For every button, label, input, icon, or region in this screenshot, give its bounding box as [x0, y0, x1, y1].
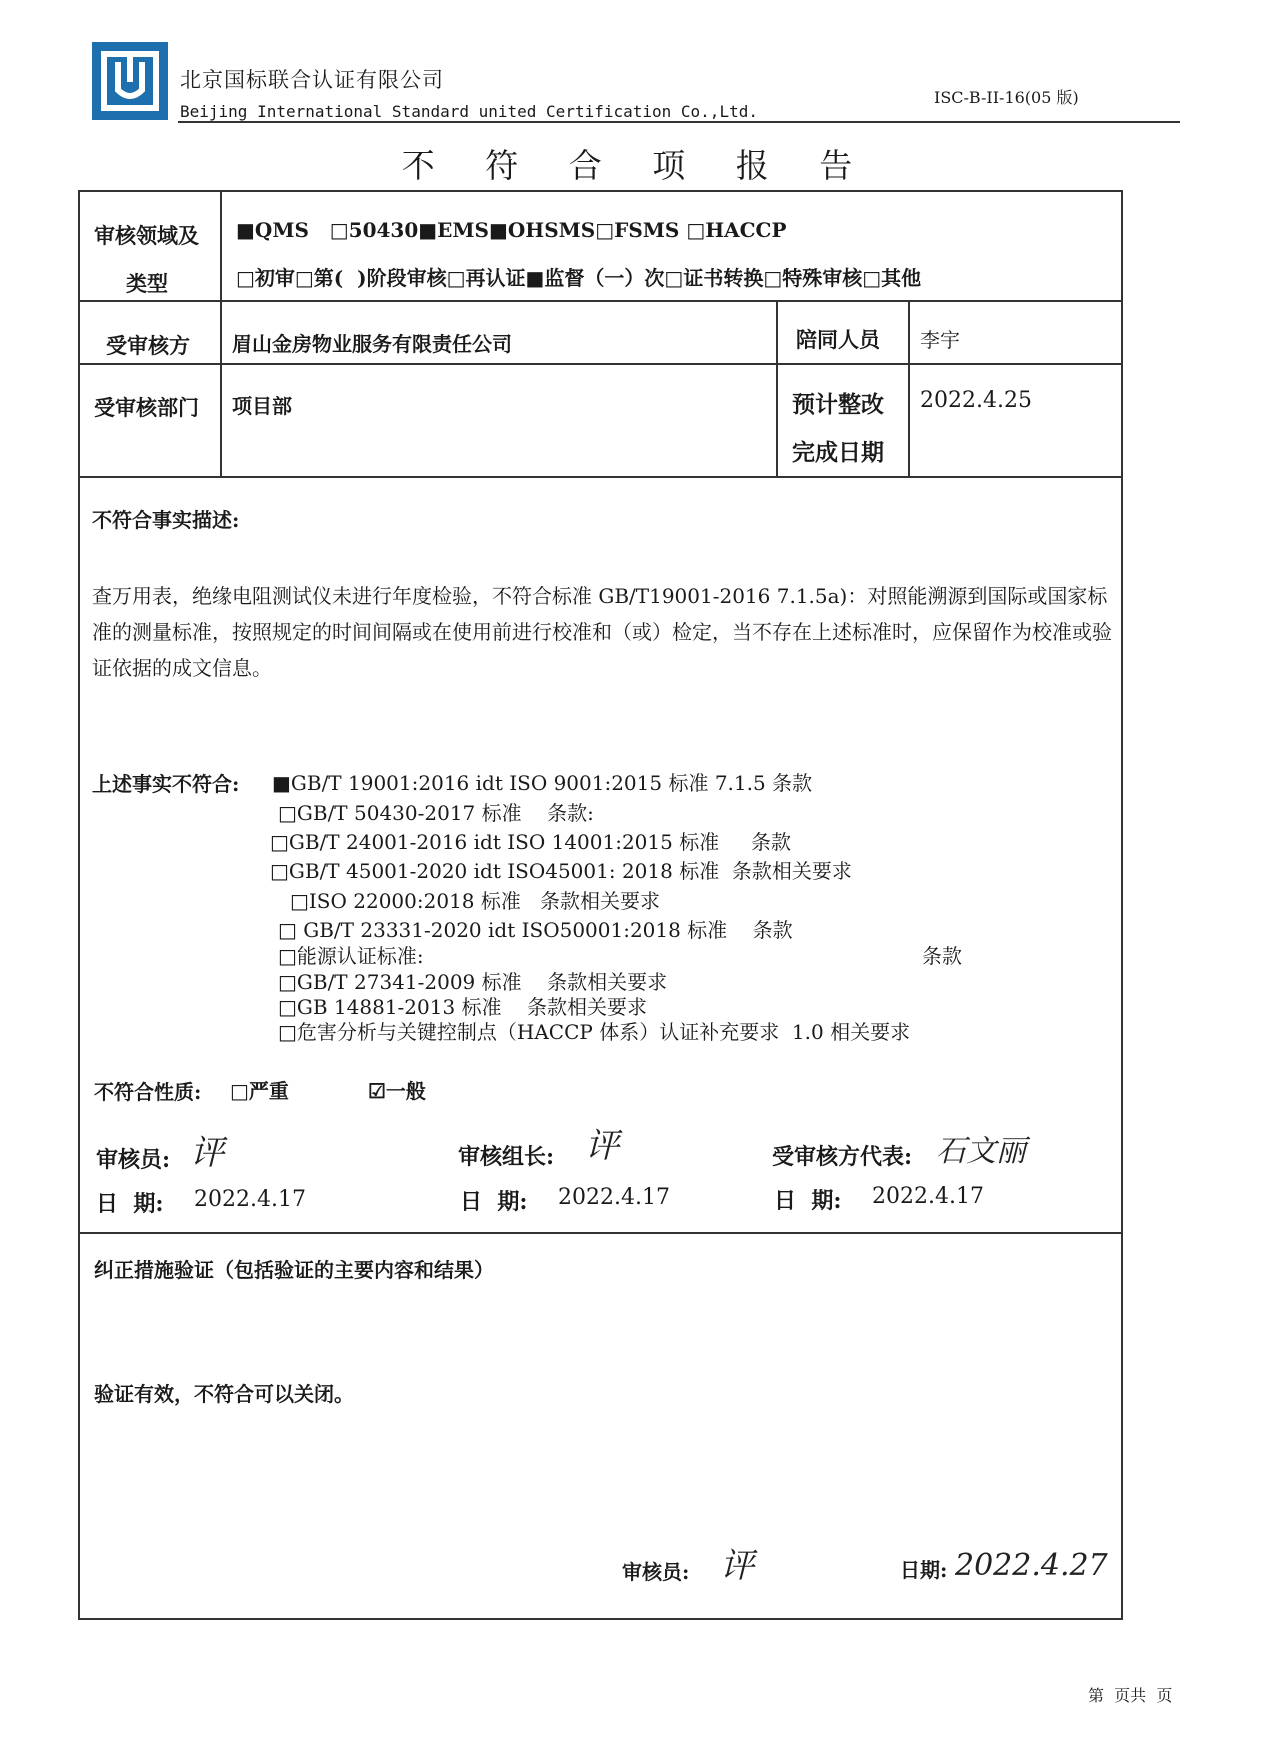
grid-line: [78, 300, 1123, 302]
date-label: 日 期:: [96, 1191, 164, 1217]
leader-label: 审核组长:: [458, 1144, 555, 1170]
form-number: ISC-B-II-16(05 版): [934, 88, 1079, 107]
companion-value: 李宇: [920, 328, 960, 352]
verification-date-label: 日期:: [900, 1558, 948, 1582]
standard-item: □危害分析与关键控制点（HACCP 体系）认证补充要求 1.0 相关要求: [278, 1020, 911, 1044]
page-title: 不 符 合 项 报 告: [401, 146, 873, 185]
description-heading: 不符合事实描述:: [92, 508, 240, 532]
nature-label: 不符合性质:: [94, 1080, 202, 1104]
field-label-2: 类型: [126, 271, 168, 296]
date-label: 日 期:: [774, 1188, 842, 1214]
grid-line: [78, 1232, 1123, 1234]
grid-line: [776, 300, 778, 476]
dept-label: 受审核部门: [94, 395, 199, 420]
standard-item: □GB 14881-2013 标准 条款相关要求: [278, 995, 647, 1019]
due-label-1: 预计整改: [792, 391, 884, 418]
energy-clause: 条款: [922, 944, 962, 968]
auditor-label: 审核员:: [96, 1147, 171, 1173]
field-label-1: 审核领域及: [94, 223, 199, 248]
verification-auditor-signature: 评: [720, 1546, 754, 1586]
verification-date: 2022.4.27: [955, 1548, 1108, 1583]
verification-heading: 纠正措施验证（包括验证的主要内容和结果）: [94, 1258, 494, 1282]
description-text: 查万用表，绝缘电阻测试仪未进行年度检验，不符合标准 GB/T19001-2016 7.1.5a)：对照能溯源到国际或国家标准的测量标准，按照规定的时间间隔或在使用前进行校准和（或）检定，当不存在上述标准时，应保留作为校准或验证依据的成文信息。: [92, 584, 1112, 680]
standards-label: 上述事实不符合:: [92, 772, 240, 796]
standard-item: □ISO 22000:2018 标准 条款相关要求: [290, 889, 660, 913]
verification-auditor-label: 审核员:: [622, 1560, 690, 1584]
systems-line: ■QMS □50430■EMS■OHSMS□FSMS □HACCP: [236, 218, 787, 242]
nature-serious: □严重: [230, 1079, 289, 1103]
due-value: 2022.4.25: [920, 388, 1032, 413]
company-name-cn: 北京国标联合认证有限公司: [180, 68, 444, 92]
header-divider: [178, 121, 1180, 123]
nature-general: ☑一般: [368, 1079, 426, 1103]
rep-date: 2022.4.17: [872, 1184, 984, 1209]
grid-line: [78, 476, 1123, 478]
leader-date: 2022.4.17: [558, 1185, 670, 1210]
auditee-value: 眉山金房物业服务有限责任公司: [232, 332, 512, 356]
standard-item: □GB/T 45001-2020 idt ISO45001: 2018 标准 条款相关要求: [270, 859, 852, 883]
standard-item: □GB/T 50430-2017 标准 条款:: [278, 801, 594, 825]
standard-item: □能源认证标准:: [278, 944, 424, 968]
company-name-en: Beijing International Standard united Certification Co.,Ltd.: [180, 102, 758, 121]
audit-type-line: □初审□第( )阶段审核□再认证■监督（一）次□证书转换□特殊审核□其他: [236, 266, 922, 290]
standard-item: □GB/T 27341-2009 标准 条款相关要求: [278, 970, 668, 994]
rep-label: 受审核方代表:: [772, 1144, 913, 1170]
auditee-label: 受审核方: [106, 333, 190, 358]
due-label-2: 完成日期: [792, 439, 884, 466]
dept-value: 项目部: [232, 394, 292, 418]
grid-line: [908, 300, 910, 476]
rep-signature: 石文丽: [936, 1134, 1026, 1169]
standard-item: ■GB/T 19001:2016 idt ISO 9001:2015 标准 7.1.5 条款: [272, 771, 813, 795]
companion-label: 陪同人员: [796, 327, 880, 352]
grid-line: [220, 190, 222, 476]
auditor-signature: 评: [190, 1133, 224, 1173]
grid-line: [78, 363, 1123, 365]
page-footer: 第 页共 页: [1088, 1686, 1173, 1705]
date-label: 日 期:: [460, 1189, 528, 1215]
company-logo-icon: [90, 40, 170, 122]
standard-item: □ GB/T 23331-2020 idt ISO50001:2018 标准 条款: [278, 918, 793, 942]
leader-signature: 评: [585, 1126, 619, 1166]
verification-result: 验证有效，不符合可以关闭。: [94, 1382, 354, 1406]
standard-item: □GB/T 24001-2016 idt ISO 14001:2015 标准 条款: [270, 830, 791, 854]
auditor-date: 2022.4.17: [194, 1187, 306, 1212]
